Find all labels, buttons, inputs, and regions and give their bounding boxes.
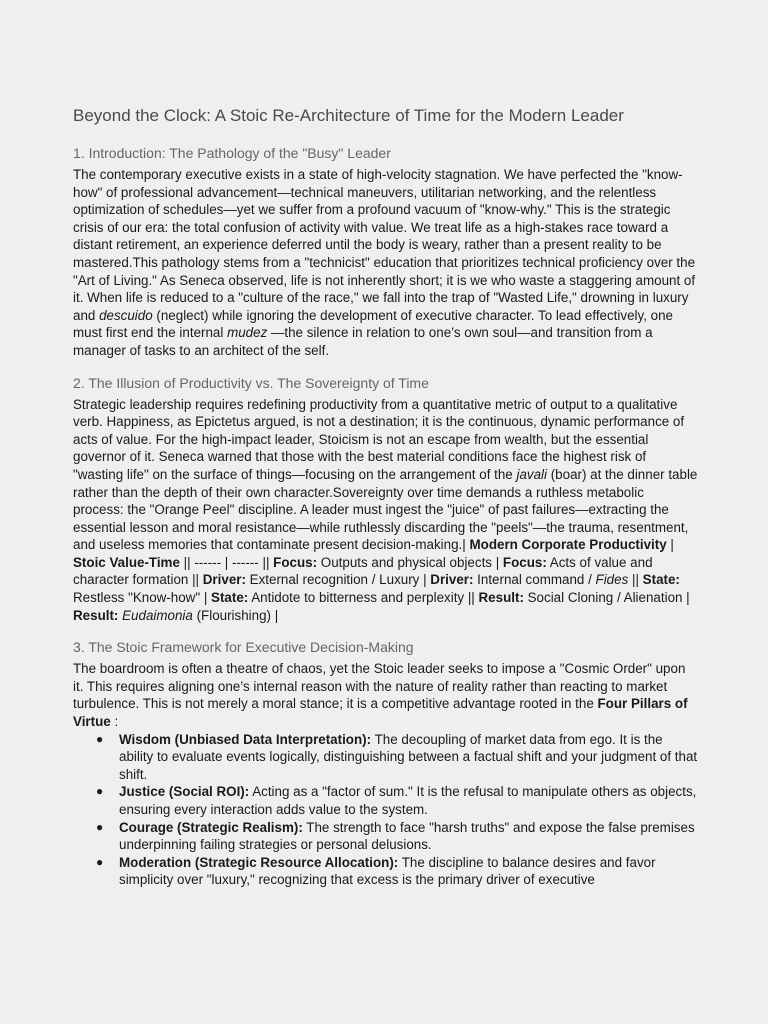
- s2-text-5: || ------ | ------ ||: [179, 554, 274, 570]
- bullet-label: Moderation (Strategic Resource Allocation):: [119, 854, 399, 870]
- s2-text-6: Outputs and physical objects |: [317, 554, 503, 570]
- section-3-paragraph: [73, 660, 698, 730]
- s2-bold-result-2: Result:: [73, 607, 119, 623]
- section-1-paragraph: [73, 166, 698, 360]
- s2-text-7: Acts of value and character formation ||: [73, 554, 653, 588]
- bullet-label: Wisdom (Unbiased Data Interpretation):: [119, 731, 372, 747]
- s1-text-2: (neglect) while ignoring the development of executive character. To lead effectively, one must first end the internal: [73, 307, 673, 341]
- s2-bold-result-1: Result:: [478, 590, 524, 606]
- virtue-list: [73, 731, 698, 889]
- s1-text-1: The contemporary executive exists in a state of high-velocity stagnation. We have perfected the "know-how" of professional advancement—technical maneuvers, utilitarian networking, and the relentless optimization of schedules—yet we suffer from a profound vacuum of "know-why." This is the strategic crisis of our era: the total confusion of activity with value. We treat life as a high-stakes race toward a distant retirement, an experience deferred until the body is weary, rather than a present reality to be mastered.This pathology stems from a "technicist" education that prioritizes technical proficiency over the "Art of Living." As Seneca observed, life is not inherently short; it is we who waste a staggering amount of it. When life is reduced to a "culture of the race," we fall into the trap of "Wasted Life," drowning in luxury and: [73, 167, 696, 323]
- bullet-icon: ●: [96, 731, 104, 746]
- s2-italic-javali: javali: [516, 466, 547, 482]
- s2-text-1: Strategic leadership requires redefining productivity from a quantitative metric of output to a qualitative verb. Happiness, as Epictetus argued, is not a destination; it is the continuous, dynamic performance of acts of value. For the high-impact leader, Stoicism is not an escape from wealth, but the essential governor of it. Seneca warned that those with the best material conditions face the highest risk of "wasting life" on the surface of things—focusing on the arrangement of the: [73, 396, 685, 482]
- s2-bold-modern: Modern Corporate Productivity: [469, 537, 667, 553]
- s2-text-10: ||: [628, 572, 643, 588]
- bullet-label: Justice (Social ROI):: [119, 784, 250, 800]
- bullet-text: Acting as a "factor of sum." It is the refusal to manipulate others as objects, ensuring every interaction adds value to the system.: [119, 784, 697, 817]
- section-3-heading: 3. The Stoic Framework for Executive Decision-Making: [73, 639, 414, 656]
- s2-text-8: External recognition / Luxury |: [245, 572, 431, 588]
- s3-bold-four-pillars: Four Pillars of Virtue: [73, 696, 688, 730]
- s3-text-2: :: [110, 714, 119, 730]
- bullet-icon: ●: [96, 784, 104, 799]
- s2-italic-eudaimonia: Eudaimonia: [122, 607, 193, 623]
- s2-italic-fides: Fides: [595, 572, 629, 588]
- section-2-paragraph: [73, 396, 698, 625]
- s2-text-2: (boar) at the dinner table rather than the depth of their own character.Sovereignty over time demands a ruthless metabolic process: the "Orange Peel" discipline. A leader must ingest the "juice" of past failures—extracting the essential lesson and moral resistance—while ruthlessly discarding the "peels"—the trauma, resentment, and useless memories that contaminate present decision-making.|: [73, 466, 698, 553]
- section-1-heading: 1. Introduction: The Pathology of the "Busy" Leader: [73, 145, 391, 161]
- s2-bold-focus-1: Focus:: [273, 554, 318, 570]
- s2-bold-state-2: State:: [211, 590, 249, 606]
- bullet-text: The discipline to balance desires and favor simplicity over "luxury," recognizing that excess is the primary driver of executive: [119, 854, 656, 888]
- bullet-text: The strength to face "harsh truths" and expose the false premises underpinning failing strategies or personal delusions.: [119, 819, 695, 853]
- list-item: [73, 783, 698, 818]
- s2-text-4: |: [666, 537, 674, 553]
- s2-bold-driver-2: Driver:: [430, 572, 474, 588]
- s1-text-3: —the silence in relation to one’s own soul—and transition from a manager of tasks to an architect of the self.: [73, 325, 653, 358]
- s1-italic-mudez: mudez: [227, 325, 268, 341]
- s2-bold-driver-1: Driver:: [202, 572, 246, 588]
- bullet-icon: ●: [96, 854, 104, 869]
- bullet-label: Courage (Strategic Realism):: [119, 819, 303, 835]
- list-item: [73, 819, 698, 854]
- s2-text-15: (Flourishing) |: [192, 607, 279, 623]
- s3-text-1: The boardroom is often a theatre of chaos, yet the Stoic leader seeks to impose a "Cosmic Order" upon it. This requires aligning one’s internal reason with the nature of reality rather than reacting to market turbulence. This is not merely a moral stance; it is a competitive advantage rooted in the: [73, 661, 686, 712]
- s2-bold-state-1: State:: [642, 572, 680, 588]
- section-2-heading: 2. The Illusion of Productivity vs. The Sovereignty of Time: [73, 374, 429, 391]
- document-title: Beyond the Clock: A Stoic Re-Architecture of Time for the Modern Leader: [73, 106, 624, 125]
- s2-bold-focus-2: Focus:: [502, 554, 547, 570]
- s2-text-13: Social Cloning / Alienation |: [523, 590, 690, 606]
- document-page: [73, 104, 698, 889]
- s2-text-9: Internal command /: [473, 572, 596, 588]
- list-item: [73, 731, 698, 784]
- s1-italic-descuido: descuido: [99, 307, 153, 323]
- list-item: [73, 854, 698, 889]
- s2-bold-stoic: Stoic Value-Time: [73, 554, 180, 570]
- s2-text-12: Antidote to bitterness and perplexity ||: [248, 590, 479, 606]
- bullet-icon: ●: [96, 819, 104, 834]
- bullet-text: The decoupling of market data from ego. It is the ability to evaluate events logically, distinguishing between a factual shift and your judgment of that shift.: [119, 731, 698, 782]
- s2-text-11: Restless "Know-how" |: [73, 590, 212, 606]
